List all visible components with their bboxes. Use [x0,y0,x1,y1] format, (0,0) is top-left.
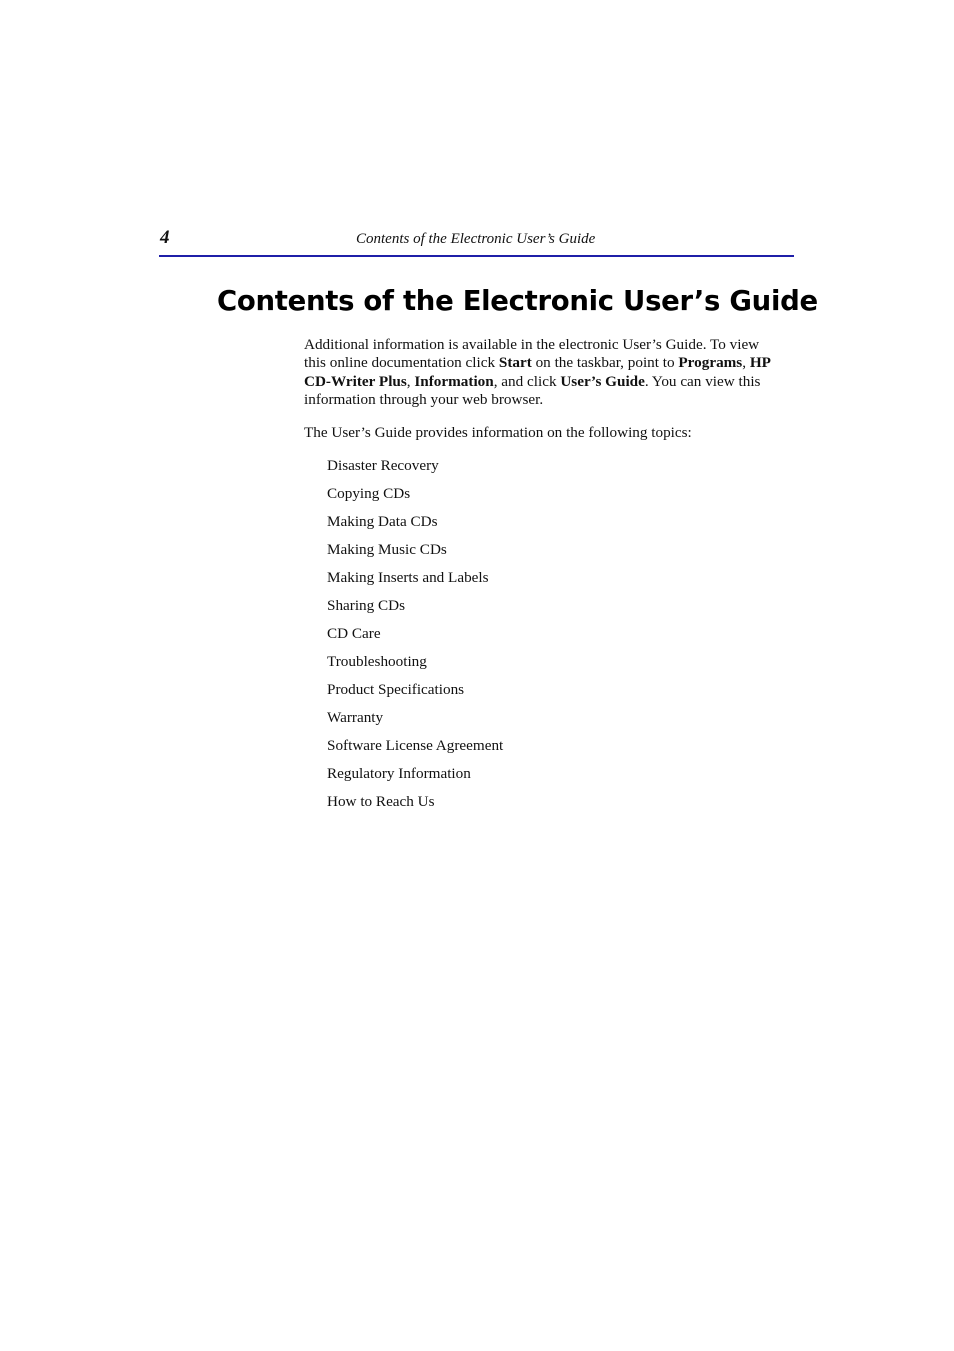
topic-list [327,457,503,821]
list-item: Regulatory Information [327,765,471,782]
header-rule [159,255,794,257]
topics-lead: The User’s Guide provides information on the following topics: [304,424,692,441]
list-item: Making Data CDs [327,513,438,530]
list-item: Copying CDs [327,485,411,502]
intro-text-1: Additional information is available in the electronic User’s Guide. To view this online documentation click [304,336,760,372]
list-item: CD Care [327,625,381,642]
intro-separator-2: , [406,372,415,390]
hp-cd-writer-plus-term: HP CD-Writer Plus [304,354,771,390]
list-item: Sharing CDs [327,597,406,614]
list-item: Warranty [327,709,384,726]
intro-text-4: . You can view this information through your web browser. [304,372,761,409]
intro-text-3: , and click [493,372,561,390]
page-title: Contents of the Electronic User’s Guide [217,285,818,317]
start-term: Start [498,354,532,372]
running-header-title: Contents of the Electronic User’s Guide [356,231,596,247]
list-item: Making Music CDs [327,541,447,558]
page-number: 4 [160,227,170,248]
users-guide-term: User’s Guide [560,372,645,390]
intro-paragraph [304,336,774,410]
programs-term: Programs [678,354,743,372]
list-item: Making Inserts and Labels [327,569,489,586]
list-item: Software License Agreement [327,737,504,754]
intro-separator-1: , [742,354,750,372]
list-item: Disaster Recovery [327,457,439,474]
list-item: How to Reach Us [327,793,435,810]
list-item: Troubleshooting [327,653,427,670]
list-item: Product Specifications [327,681,465,698]
information-term: Information [414,372,494,390]
intro-text-2: on the taskbar, point to [531,354,679,372]
